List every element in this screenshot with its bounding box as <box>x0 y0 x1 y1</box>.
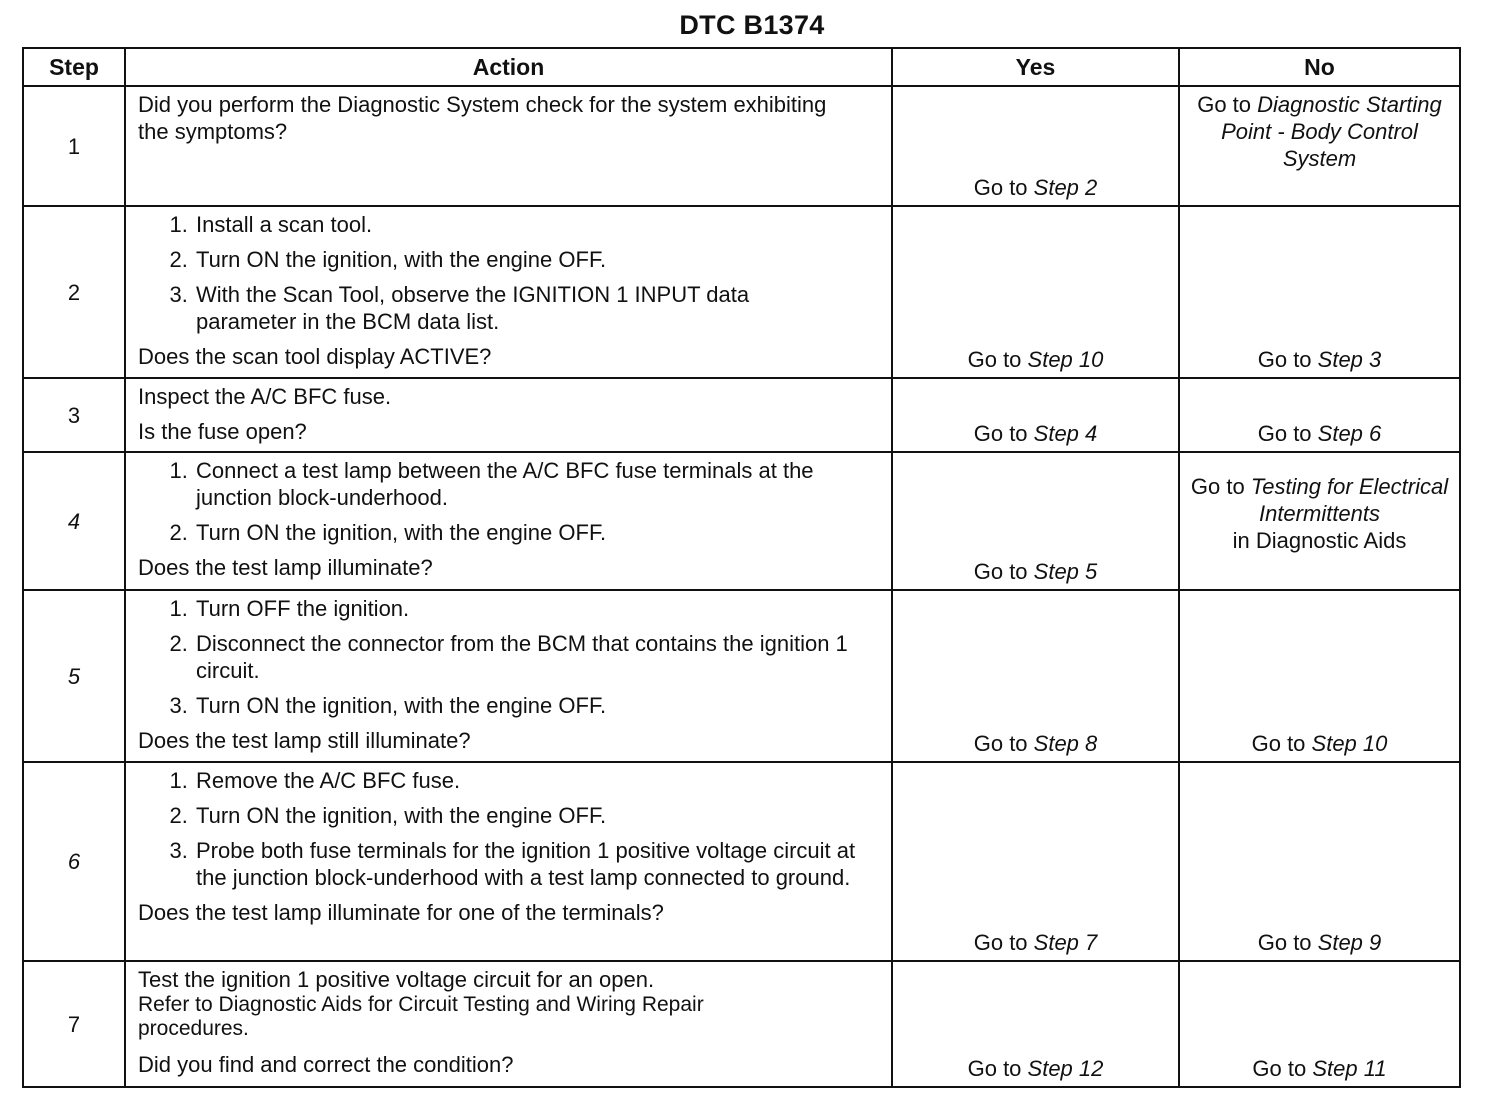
action-question: Does the test lamp illuminate for one of the terminals? <box>138 900 664 925</box>
step-number: 1 <box>23 86 125 206</box>
action-cell <box>125 762 892 961</box>
step-number: 4 <box>23 452 125 590</box>
action-steps <box>138 595 881 719</box>
list-item: 2. Disconnect the connector from the BCM that contains the ignition 1 circuit. <box>194 630 881 684</box>
yes-link[interactable]: Step 2 <box>1033 175 1098 200</box>
yes-link[interactable]: Step 4 <box>1033 421 1098 446</box>
header-step: Step <box>23 48 125 86</box>
step-number: 5 <box>23 590 125 762</box>
step-number: 6 <box>23 762 125 961</box>
no-cell <box>1179 86 1460 206</box>
no-link[interactable]: Step 3 <box>1317 347 1382 372</box>
action-question: Does the test lamp illuminate? <box>138 555 433 580</box>
table-row <box>23 86 1460 206</box>
no-cell <box>1179 762 1460 961</box>
page-title: DTC B1374 <box>679 10 825 40</box>
yes-prefix: Go to <box>973 421 1034 446</box>
list-item: 1. Remove the A/C BFC fuse. <box>194 767 881 794</box>
yes-prefix: Go to <box>973 559 1034 584</box>
table-row <box>23 590 1460 762</box>
no-link[interactable]: Step 11 <box>1312 1056 1387 1081</box>
no-prefix: Go to <box>1252 1056 1313 1081</box>
no-suffix: in Diagnostic Aids <box>1232 528 1407 553</box>
yes-cell <box>892 206 1179 378</box>
no-link[interactable]: Step 9 <box>1317 930 1382 955</box>
action-steps <box>138 211 881 335</box>
table-row <box>23 206 1460 378</box>
step-number: 7 <box>23 961 125 1087</box>
list-item: 2. Turn ON the ignition, with the engine OFF. <box>194 802 881 829</box>
action-question: Is the fuse open? <box>138 419 307 444</box>
no-cell <box>1179 378 1460 452</box>
yes-cell <box>892 961 1179 1087</box>
no-link[interactable]: Testing for Electrical Intermittents <box>1250 474 1449 526</box>
header-action: Action <box>125 48 892 86</box>
table-row <box>23 452 1460 590</box>
action-cell <box>125 452 892 590</box>
action-text: Test the ignition 1 positive voltage circuit for an open. <box>138 967 655 992</box>
yes-prefix: Go to <box>973 731 1034 756</box>
table-row <box>23 762 1460 961</box>
list-item: 3. With the Scan Tool, observe the IGNITION 1 INPUT data parameter in the BCM data list. <box>194 281 881 335</box>
yes-link[interactable]: Step 12 <box>1027 1056 1104 1081</box>
yes-link[interactable]: Step 8 <box>1033 731 1098 756</box>
list-item: 3. Turn ON the ignition, with the engine OFF. <box>194 692 881 719</box>
action-cell <box>125 590 892 762</box>
action-question: Does the scan tool display ACTIVE? <box>138 344 492 369</box>
action-cell <box>125 961 892 1087</box>
yes-prefix: Go to <box>973 175 1034 200</box>
action-question: Does the test lamp still illuminate? <box>138 728 471 753</box>
header-yes: Yes <box>892 48 1179 86</box>
yes-cell <box>892 762 1179 961</box>
no-cell <box>1179 590 1460 762</box>
action-cell <box>125 378 892 452</box>
no-prefix: Go to <box>1257 421 1318 446</box>
table-row <box>23 378 1460 452</box>
list-item: 3. Probe both fuse terminals for the ignition 1 positive voltage circuit at the junction block-underhood with a test lamp connected to ground. <box>194 837 881 891</box>
yes-cell <box>892 590 1179 762</box>
action-cell <box>125 86 892 206</box>
no-cell <box>1179 206 1460 378</box>
action-text: Inspect the A/C BFC fuse. <box>138 384 392 409</box>
list-item: 1. Install a scan tool. <box>194 211 881 238</box>
yes-cell <box>892 86 1179 206</box>
no-cell <box>1179 452 1460 590</box>
action-steps <box>138 457 881 546</box>
yes-cell <box>892 378 1179 452</box>
action-text: Did you perform the Diagnostic System check for the system exhibiting the symptoms? <box>138 92 827 144</box>
yes-link[interactable]: Step 7 <box>1033 930 1098 955</box>
action-cell <box>125 206 892 378</box>
yes-prefix: Go to <box>973 930 1034 955</box>
no-prefix: Go to <box>1257 930 1318 955</box>
list-item: 1. Turn OFF the ignition. <box>194 595 881 622</box>
no-link[interactable]: Diagnostic Starting Point - Body Control System <box>1221 92 1442 171</box>
step-number: 3 <box>23 378 125 452</box>
no-prefix: Go to <box>1197 92 1258 117</box>
action-note: Refer to Diagnostic Aids for Circuit Testing and Wiring Repair procedures. <box>138 993 704 1040</box>
step-number: 2 <box>23 206 125 378</box>
header-no: No <box>1179 48 1460 86</box>
list-item: 2. Turn ON the ignition, with the engine OFF. <box>194 246 881 273</box>
dtc-table <box>22 47 1461 1088</box>
yes-link[interactable]: Step 10 <box>1027 347 1104 372</box>
no-prefix: Go to <box>1257 347 1318 372</box>
action-question: Did you find and correct the condition? <box>138 1052 514 1077</box>
no-link[interactable]: Step 10 <box>1311 731 1388 756</box>
yes-prefix: Go to <box>967 347 1028 372</box>
header-row <box>23 48 1460 86</box>
yes-link[interactable]: Step 5 <box>1033 559 1098 584</box>
no-prefix: Go to <box>1251 731 1312 756</box>
action-steps <box>138 767 881 891</box>
no-cell <box>1179 961 1460 1087</box>
list-item: 1. Connect a test lamp between the A/C BFC fuse terminals at the junction block-underhood. <box>194 457 881 511</box>
list-item: 2. Turn ON the ignition, with the engine OFF. <box>194 519 881 546</box>
table-row <box>23 961 1460 1087</box>
yes-prefix: Go to <box>967 1056 1028 1081</box>
yes-cell <box>892 452 1179 590</box>
no-link[interactable]: Step 6 <box>1317 421 1382 446</box>
no-prefix: Go to <box>1190 474 1251 499</box>
